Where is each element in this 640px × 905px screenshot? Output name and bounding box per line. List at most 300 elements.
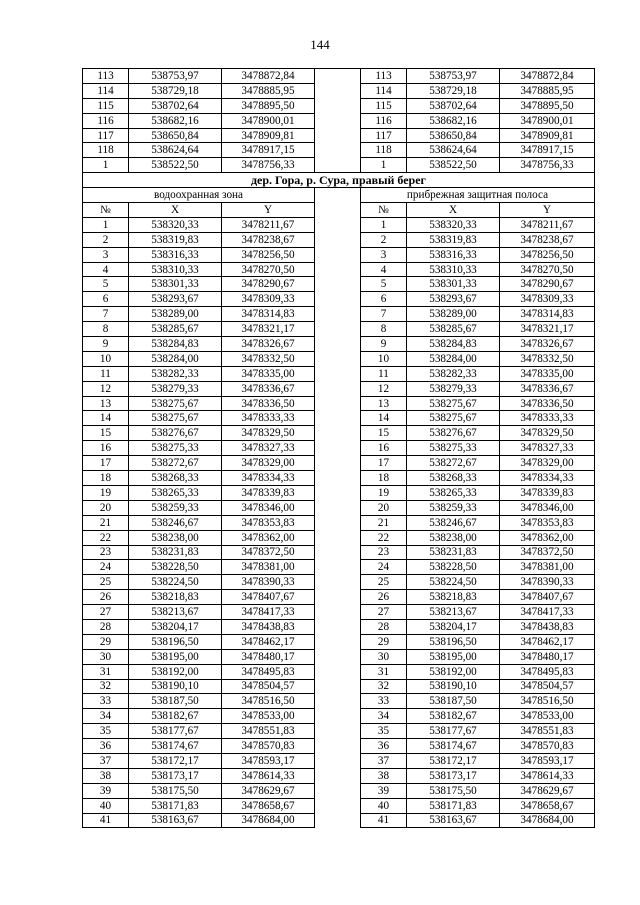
- left-x-coordinate: 538172,17: [129, 753, 222, 768]
- left-x-coordinate: 538284,83: [129, 337, 222, 352]
- gap-cell: [315, 679, 361, 694]
- gap-cell: [315, 753, 361, 768]
- right-x-coordinate: 538682,16: [407, 113, 500, 128]
- table-row: [83, 679, 595, 694]
- right-point-number: 1: [361, 217, 407, 232]
- table-row: [83, 798, 595, 813]
- left-point-number: 7: [83, 307, 129, 322]
- left-x-coordinate: 538522,50: [129, 158, 222, 173]
- right-y-coordinate: 3478417,33: [500, 605, 595, 620]
- right-point-number: 33: [361, 694, 407, 709]
- left-y-coordinate: 3478327,33: [222, 441, 315, 456]
- right-y-coordinate: 3478533,00: [500, 709, 595, 724]
- left-x-coordinate: 538192,00: [129, 664, 222, 679]
- left-point-number: 15: [83, 426, 129, 441]
- table-row: [83, 605, 595, 620]
- left-y-coordinate: 3478417,33: [222, 605, 315, 620]
- table-row: [83, 739, 595, 754]
- right-point-number: 117: [361, 128, 407, 143]
- left-x-coordinate: 538173,17: [129, 768, 222, 783]
- table-row: [83, 709, 595, 724]
- right-y-coordinate: 3478329,00: [500, 456, 595, 471]
- right-y-coordinate: 3478332,50: [500, 351, 595, 366]
- right-x-coordinate: 538218,83: [407, 590, 500, 605]
- left-y-coordinate: 3478336,50: [222, 396, 315, 411]
- left-point-number: 114: [83, 83, 129, 98]
- table-row: [83, 426, 595, 441]
- page-number: 144: [310, 37, 330, 52]
- gap-cell: [315, 217, 361, 232]
- table-row: [83, 530, 595, 545]
- right-point-number: 10: [361, 351, 407, 366]
- right-y-coordinate: 3478336,50: [500, 396, 595, 411]
- right-y-coordinate: 3478895,50: [500, 98, 595, 113]
- left-y-coordinate: 3478314,83: [222, 307, 315, 322]
- left-point-number: 2: [83, 232, 129, 247]
- top-rows-group: [83, 69, 595, 173]
- right-x-coordinate: 538163,67: [407, 813, 500, 828]
- right-point-number: 16: [361, 441, 407, 456]
- right-y-coordinate: 3478326,67: [500, 337, 595, 352]
- left-x-coordinate: 538265,33: [129, 485, 222, 500]
- left-x-coordinate: 538196,50: [129, 634, 222, 649]
- right-x-coordinate: 538624,64: [407, 143, 500, 158]
- right-y-coordinate: 3478390,33: [500, 575, 595, 590]
- table-row: [83, 69, 595, 84]
- left-point-number: 1: [83, 158, 129, 173]
- right-x-coordinate: 538650,84: [407, 128, 500, 143]
- left-point-number: 115: [83, 98, 129, 113]
- left-point-number: 29: [83, 634, 129, 649]
- right-y-coordinate: 3478333,33: [500, 411, 595, 426]
- right-x-coordinate: 538320,33: [407, 217, 500, 232]
- right-point-number: 5: [361, 277, 407, 292]
- left-point-number: 32: [83, 679, 129, 694]
- right-y-coordinate: 3478438,83: [500, 619, 595, 634]
- right-y-coordinate: 3478593,17: [500, 753, 595, 768]
- gap-cell: [315, 575, 361, 590]
- left-x-coordinate: 538650,84: [129, 128, 222, 143]
- gap-cell: [315, 530, 361, 545]
- right-y-coordinate: 3478756,33: [500, 158, 595, 173]
- left-x-header: X: [129, 203, 222, 218]
- left-y-coordinate: 3478516,50: [222, 694, 315, 709]
- right-y-coordinate: 3478885,95: [500, 83, 595, 98]
- right-x-coordinate: 538729,18: [407, 83, 500, 98]
- right-y-coordinate: 3478381,00: [500, 560, 595, 575]
- right-x-coordinate: 538522,50: [407, 158, 500, 173]
- left-x-coordinate: 538624,64: [129, 143, 222, 158]
- right-x-coordinate: 538284,00: [407, 351, 500, 366]
- right-point-number: 116: [361, 113, 407, 128]
- table-row: [83, 768, 595, 783]
- table-row: [83, 485, 595, 500]
- left-y-coordinate: 3478917,15: [222, 143, 315, 158]
- table-row: [83, 545, 595, 560]
- right-x-coordinate: 538268,33: [407, 471, 500, 486]
- right-y-coordinate: 3478504,57: [500, 679, 595, 694]
- table-row: [83, 232, 595, 247]
- left-y-coordinate: 3478504,57: [222, 679, 315, 694]
- gap-cell: [315, 798, 361, 813]
- gap-cell: [315, 83, 361, 98]
- right-point-number: 22: [361, 530, 407, 545]
- left-x-coordinate: 538282,33: [129, 366, 222, 381]
- table-row: [83, 619, 595, 634]
- right-point-number: 9: [361, 337, 407, 352]
- right-y-coordinate: 3478335,00: [500, 366, 595, 381]
- left-y-coordinate: 3478570,83: [222, 739, 315, 754]
- right-x-coordinate: 538177,67: [407, 724, 500, 739]
- right-x-coordinate: 538187,50: [407, 694, 500, 709]
- coordinates-table: [82, 68, 595, 828]
- right-y-coordinate: 3478629,67: [500, 783, 595, 798]
- right-point-number: 1: [361, 158, 407, 173]
- gap-cell: [315, 441, 361, 456]
- left-y-coordinate: 3478329,50: [222, 426, 315, 441]
- table-row: [83, 83, 595, 98]
- left-y-coordinate: 3478462,17: [222, 634, 315, 649]
- right-point-number: 6: [361, 292, 407, 307]
- right-point-number: 8: [361, 322, 407, 337]
- right-point-number: 31: [361, 664, 407, 679]
- left-y-coordinate: 3478872,84: [222, 69, 315, 84]
- gap-cell: [315, 351, 361, 366]
- gap-cell: [315, 471, 361, 486]
- left-point-number: 25: [83, 575, 129, 590]
- left-point-number: 26: [83, 590, 129, 605]
- right-y-coordinate: 3478407,67: [500, 590, 595, 605]
- gap-cell: [315, 709, 361, 724]
- right-point-number: 115: [361, 98, 407, 113]
- right-x-coordinate: 538259,33: [407, 500, 500, 515]
- right-point-number: 13: [361, 396, 407, 411]
- left-x-coordinate: 538187,50: [129, 694, 222, 709]
- right-y-coordinate: 3478614,33: [500, 768, 595, 783]
- right-point-number: 3: [361, 247, 407, 262]
- right-point-number: 2: [361, 232, 407, 247]
- left-y-coordinate: 3478407,67: [222, 590, 315, 605]
- left-point-number: 36: [83, 739, 129, 754]
- right-x-coordinate: 538284,83: [407, 337, 500, 352]
- right-y-coordinate: 3478256,50: [500, 247, 595, 262]
- gap-cell: [315, 426, 361, 441]
- gap-cell: [315, 188, 361, 203]
- right-x-coordinate: 538293,67: [407, 292, 500, 307]
- right-point-number: 36: [361, 739, 407, 754]
- left-x-coordinate: 538301,33: [129, 277, 222, 292]
- right-point-number: 17: [361, 456, 407, 471]
- table-row: [83, 322, 595, 337]
- gap-cell: [315, 337, 361, 352]
- right-point-number: 118: [361, 143, 407, 158]
- right-point-number: 37: [361, 753, 407, 768]
- left-point-number: 3: [83, 247, 129, 262]
- right-point-number: 18: [361, 471, 407, 486]
- left-point-number: 113: [83, 69, 129, 84]
- right-x-coordinate: 538196,50: [407, 634, 500, 649]
- left-y-coordinate: 3478885,95: [222, 83, 315, 98]
- right-x-coordinate: 538238,00: [407, 530, 500, 545]
- left-point-number: 34: [83, 709, 129, 724]
- right-point-number: 38: [361, 768, 407, 783]
- right-y-coordinate: 3478314,83: [500, 307, 595, 322]
- left-x-coordinate: 538228,50: [129, 560, 222, 575]
- left-point-number: 39: [83, 783, 129, 798]
- right-y-coordinate: 3478362,00: [500, 530, 595, 545]
- right-y-coordinate: 3478290,67: [500, 277, 595, 292]
- right-x-coordinate: 538190,10: [407, 679, 500, 694]
- left-point-number: 24: [83, 560, 129, 575]
- gap-cell: [315, 262, 361, 277]
- left-y-coordinate: 3478593,17: [222, 753, 315, 768]
- left-y-coordinate: 3478353,83: [222, 515, 315, 530]
- gap-cell: [315, 724, 361, 739]
- table-row: [83, 500, 595, 515]
- right-x-coordinate: 538224,50: [407, 575, 500, 590]
- right-x-coordinate: 538172,17: [407, 753, 500, 768]
- table-row: [83, 411, 595, 426]
- left-x-coordinate: 538177,67: [129, 724, 222, 739]
- right-point-number: 113: [361, 69, 407, 84]
- left-y-coordinate: 3478390,33: [222, 575, 315, 590]
- right-y-header: Y: [500, 203, 595, 218]
- table-row: [83, 98, 595, 113]
- left-y-coordinate: 3478329,00: [222, 456, 315, 471]
- right-point-number: 7: [361, 307, 407, 322]
- right-x-coordinate: 538285,67: [407, 322, 500, 337]
- left-y-coordinate: 3478238,67: [222, 232, 315, 247]
- left-y-coordinate: 3478614,33: [222, 768, 315, 783]
- left-x-coordinate: 538213,67: [129, 605, 222, 620]
- left-point-number: 117: [83, 128, 129, 143]
- gap-cell: [315, 203, 361, 218]
- right-y-coordinate: 3478270,50: [500, 262, 595, 277]
- left-x-coordinate: 538171,83: [129, 798, 222, 813]
- left-x-coordinate: 538246,67: [129, 515, 222, 530]
- left-point-number: 23: [83, 545, 129, 560]
- left-x-coordinate: 538729,18: [129, 83, 222, 98]
- left-x-coordinate: 538275,67: [129, 396, 222, 411]
- right-y-coordinate: 3478321,17: [500, 322, 595, 337]
- left-point-number: 27: [83, 605, 129, 620]
- table-row: [83, 351, 595, 366]
- left-x-coordinate: 538182,67: [129, 709, 222, 724]
- right-x-coordinate: 538175,50: [407, 783, 500, 798]
- left-y-coordinate: 3478495,83: [222, 664, 315, 679]
- left-y-coordinate: 3478909,81: [222, 128, 315, 143]
- gap-cell: [315, 158, 361, 173]
- table-row: [83, 113, 595, 128]
- right-x-coordinate: 538174,67: [407, 739, 500, 754]
- left-y-coordinate: 3478339,83: [222, 485, 315, 500]
- left-y-coordinate: 3478270,50: [222, 262, 315, 277]
- right-point-number: 26: [361, 590, 407, 605]
- left-x-coordinate: 538195,00: [129, 649, 222, 664]
- left-y-coordinate: 3478256,50: [222, 247, 315, 262]
- gap-cell: [315, 605, 361, 620]
- left-y-coordinate: 3478326,67: [222, 337, 315, 352]
- table-row: [83, 366, 595, 381]
- left-y-coordinate: 3478211,67: [222, 217, 315, 232]
- left-point-number: 9: [83, 337, 129, 352]
- left-num-header: №: [83, 203, 129, 218]
- right-x-coordinate: 538301,33: [407, 277, 500, 292]
- left-y-header: Y: [222, 203, 315, 218]
- right-y-coordinate: 3478372,50: [500, 545, 595, 560]
- left-point-number: 11: [83, 366, 129, 381]
- left-point-number: 16: [83, 441, 129, 456]
- right-y-coordinate: 3478238,67: [500, 232, 595, 247]
- gap-cell: [315, 381, 361, 396]
- right-y-coordinate: 3478900,01: [500, 113, 595, 128]
- left-point-number: 19: [83, 485, 129, 500]
- right-point-number: 21: [361, 515, 407, 530]
- right-point-number: 19: [361, 485, 407, 500]
- right-y-coordinate: 3478353,83: [500, 515, 595, 530]
- left-y-coordinate: 3478333,33: [222, 411, 315, 426]
- right-x-coordinate: 538192,00: [407, 664, 500, 679]
- right-y-coordinate: 3478872,84: [500, 69, 595, 84]
- right-y-coordinate: 3478658,67: [500, 798, 595, 813]
- gap-cell: [315, 292, 361, 307]
- right-y-coordinate: 3478570,83: [500, 739, 595, 754]
- right-x-coordinate: 538228,50: [407, 560, 500, 575]
- left-x-coordinate: 538268,33: [129, 471, 222, 486]
- right-y-coordinate: 3478684,00: [500, 813, 595, 828]
- left-x-coordinate: 538224,50: [129, 575, 222, 590]
- left-x-coordinate: 538218,83: [129, 590, 222, 605]
- table-row: [83, 560, 595, 575]
- left-y-coordinate: 3478381,00: [222, 560, 315, 575]
- left-point-number: 38: [83, 768, 129, 783]
- left-y-coordinate: 3478290,67: [222, 277, 315, 292]
- table-row: [83, 396, 595, 411]
- table-row: [83, 515, 595, 530]
- right-point-number: 27: [361, 605, 407, 620]
- table-row: [83, 381, 595, 396]
- right-y-coordinate: 3478480,17: [500, 649, 595, 664]
- table-row: [83, 307, 595, 322]
- table-row: [83, 575, 595, 590]
- table-row: [83, 753, 595, 768]
- left-point-number: 22: [83, 530, 129, 545]
- right-y-coordinate: 3478339,83: [500, 485, 595, 500]
- right-y-coordinate: 3478346,00: [500, 500, 595, 515]
- gap-cell: [315, 143, 361, 158]
- gap-cell: [315, 396, 361, 411]
- right-x-coordinate: 538265,33: [407, 485, 500, 500]
- right-x-coordinate: 538279,33: [407, 381, 500, 396]
- left-x-coordinate: 538175,50: [129, 783, 222, 798]
- right-point-number: 14: [361, 411, 407, 426]
- right-point-number: 25: [361, 575, 407, 590]
- left-point-number: 40: [83, 798, 129, 813]
- section-header: [83, 173, 595, 218]
- table-row: [83, 664, 595, 679]
- left-y-coordinate: 3478335,00: [222, 366, 315, 381]
- right-x-coordinate: 538171,83: [407, 798, 500, 813]
- gap-cell: [315, 545, 361, 560]
- right-x-coordinate: 538289,00: [407, 307, 500, 322]
- table-row: [83, 590, 595, 605]
- left-x-coordinate: 538190,10: [129, 679, 222, 694]
- table-row: [83, 724, 595, 739]
- gap-cell: [315, 783, 361, 798]
- right-zone-label: прибрежная защитная полоса: [361, 188, 595, 203]
- table-row: [83, 649, 595, 664]
- left-point-number: 31: [83, 664, 129, 679]
- right-x-coordinate: 538182,67: [407, 709, 500, 724]
- right-y-coordinate: 3478462,17: [500, 634, 595, 649]
- right-y-coordinate: 3478327,33: [500, 441, 595, 456]
- left-point-number: 8: [83, 322, 129, 337]
- right-point-number: 39: [361, 783, 407, 798]
- table-row: [83, 217, 595, 232]
- table-row: [83, 262, 595, 277]
- gap-cell: [315, 634, 361, 649]
- right-point-number: 11: [361, 366, 407, 381]
- right-x-coordinate: 538282,33: [407, 366, 500, 381]
- right-x-coordinate: 538310,33: [407, 262, 500, 277]
- gap-cell: [315, 739, 361, 754]
- right-point-number: 30: [361, 649, 407, 664]
- left-x-coordinate: 538204,17: [129, 619, 222, 634]
- right-x-coordinate: 538272,67: [407, 456, 500, 471]
- gap-cell: [315, 113, 361, 128]
- right-x-coordinate: 538275,67: [407, 396, 500, 411]
- gap-cell: [315, 664, 361, 679]
- left-x-coordinate: 538682,16: [129, 113, 222, 128]
- left-x-coordinate: 538319,83: [129, 232, 222, 247]
- gap-cell: [315, 277, 361, 292]
- left-point-number: 28: [83, 619, 129, 634]
- left-point-number: 118: [83, 143, 129, 158]
- gap-cell: [315, 560, 361, 575]
- table-row: [83, 158, 595, 173]
- left-x-coordinate: 538275,67: [129, 411, 222, 426]
- left-x-coordinate: 538284,00: [129, 351, 222, 366]
- left-point-number: 1: [83, 217, 129, 232]
- right-y-coordinate: 3478495,83: [500, 664, 595, 679]
- left-x-coordinate: 538285,67: [129, 322, 222, 337]
- left-x-coordinate: 538238,00: [129, 530, 222, 545]
- right-x-coordinate: 538316,33: [407, 247, 500, 262]
- gap-cell: [315, 485, 361, 500]
- right-x-coordinate: 538173,17: [407, 768, 500, 783]
- gap-cell: [315, 590, 361, 605]
- right-point-number: 28: [361, 619, 407, 634]
- gap-cell: [315, 768, 361, 783]
- left-x-coordinate: 538310,33: [129, 262, 222, 277]
- table-row: [83, 292, 595, 307]
- left-y-coordinate: 3478629,67: [222, 783, 315, 798]
- right-point-number: 24: [361, 560, 407, 575]
- left-x-coordinate: 538231,83: [129, 545, 222, 560]
- right-x-coordinate: 538204,17: [407, 619, 500, 634]
- section-title: дер. Гора, р. Сура, правый берег: [83, 173, 595, 188]
- gap-cell: [315, 515, 361, 530]
- left-y-coordinate: 3478336,67: [222, 381, 315, 396]
- table-row: [83, 783, 595, 798]
- left-x-coordinate: 538174,67: [129, 739, 222, 754]
- right-point-number: 114: [361, 83, 407, 98]
- left-x-coordinate: 538293,67: [129, 292, 222, 307]
- left-y-coordinate: 3478372,50: [222, 545, 315, 560]
- left-point-number: 30: [83, 649, 129, 664]
- left-point-number: 116: [83, 113, 129, 128]
- right-x-coordinate: 538275,67: [407, 411, 500, 426]
